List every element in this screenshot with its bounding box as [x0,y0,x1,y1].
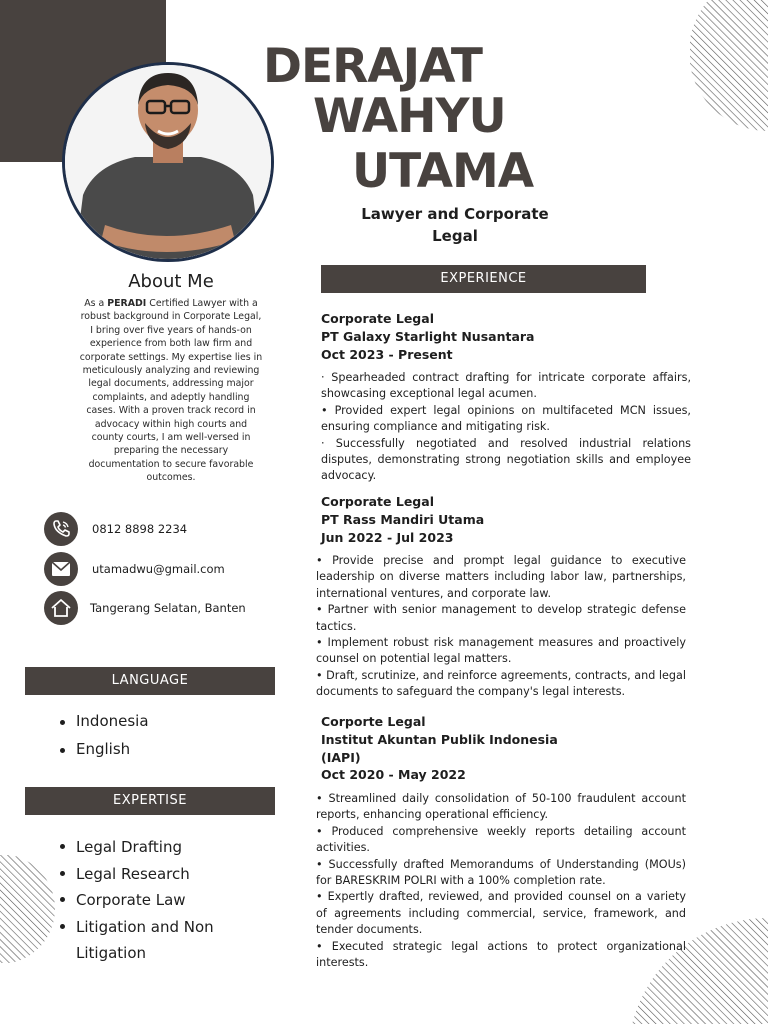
job-entry-1-heading [321,310,691,363]
job-company: PT Rass Mandiri Utama [321,511,485,527]
profile-photo [62,62,274,262]
about-text [78,297,264,485]
name-line-middle: WAHYU [313,89,506,144]
job-period: Oct 2020 - May 2022 [321,767,466,783]
job-bullet: • Expertly drafted, reviewed, and provided counsel on a variety of agreements including commercial, service, framework, and tender documents. [316,890,686,937]
decorative-hatched-circle-bottom-left [0,855,56,963]
contact-phone-text: 0812 8898 2234 [92,522,188,536]
expertise-item: Litigation and Non Litigation [56,914,226,967]
job-entry-3-description [316,791,686,971]
expertise-list [56,834,276,967]
job-period: Oct 2023 - Present [321,346,453,362]
about-heading: About Me [128,271,214,292]
job-bullet: · Successfully negotiated and resolved industrial relations disputes, demonstrating strong negotiation skills and employee advocacy. [321,436,691,483]
job-company: Institut Akuntan Publik Indonesia (IAPI) [321,731,558,765]
name-line-first: DERAJAT [263,39,482,94]
job-role: Corporate Legal [321,311,434,326]
contact-address[interactable] [44,591,246,625]
about-text-intro: As a [84,298,108,309]
language-list [56,710,149,766]
contact-email-text: utamadwu@gmail.com [92,562,225,576]
job-entry-2-heading [321,493,691,546]
job-bullet: · Spearheaded contract drafting for intricate corporate affairs, showcasing exceptional legal acumen. [321,371,691,401]
about-text-body: Certified Lawyer with a robust background in Corporate Legal, I bring over five years of hands-on experience from both law firm and corporate settings. My expertise lies in meticulously analyzing and reviewing legal documents, addressing major complaints, and adeptly handling cases. With a proven track record in advocacy within high courts and county courts, I am well-versed in preparing the necessary documentation to secure favorable outcomes. [79,298,263,484]
name-line-last: UTAMA [352,144,534,199]
language-section-header: LANGUAGE [25,667,275,695]
expertise-item: Legal Drafting [56,834,276,861]
job-bullet: • Executed strategic legal actions to protect organizational interests. [316,939,686,970]
contact-address-text: Tangerang Selatan, Banten [90,601,246,615]
job-bullet: • Produced comprehensive weekly reports detailing account activities. [316,824,686,855]
phone-icon [44,512,78,546]
job-bullet: • Implement robust risk management measures and proactively counsel on potential legal matters. [316,636,686,666]
job-entry-1-description [321,370,691,485]
job-bullet: • Successfully drafted Memorandums of Understanding (MOUs) for BARESKRIM POLRI with a 100% completion rate. [316,857,686,888]
job-bullet: • Partner with senior management to develop strategic defense tactics. [316,603,686,633]
contact-phone[interactable] [44,512,187,546]
job-title: Lawyer and Corporate Legal [361,205,549,245]
job-bullet: • Provide precise and prompt legal guidance to executive leadership on diverse matters including labor law, partnerships, international ventures, and corporate law. [316,554,686,600]
contact-email[interactable] [44,552,225,586]
decorative-hatched-circle-top-right [690,0,768,136]
experience-section-header: EXPERIENCE [321,265,646,293]
language-item: English [56,738,149,766]
home-icon [44,591,78,625]
job-company: PT Galaxy Starlight Nusantara [321,328,535,344]
person-illustration [65,65,271,259]
expertise-section-header: EXPERTISE [25,787,275,815]
job-entry-2-description [316,553,686,701]
about-text-bold: PERADI [107,298,147,309]
job-entry-3-heading [321,713,561,784]
expertise-item: Corporate Law [56,887,276,914]
mail-icon [44,552,78,586]
job-role: Corporate Legal [321,494,434,509]
expertise-item: Legal Research [56,861,276,888]
language-item: Indonesia [56,710,149,738]
job-role: Corporte Legal [321,714,426,729]
job-period: Jun 2022 - Jul 2023 [321,529,454,545]
job-bullet: • Draft, scrutinize, and reinforce agreements, contracts, and legal documents to safeguard the company's legal interests. [316,668,686,699]
job-bullet: • Streamlined daily consolidation of 50-100 fraudulent account reports, enhancing operational efficiency. [316,792,686,822]
job-bullet: • Provided expert legal opinions on multifaceted MCN issues, ensuring compliance and mitigating risk. [321,403,691,434]
